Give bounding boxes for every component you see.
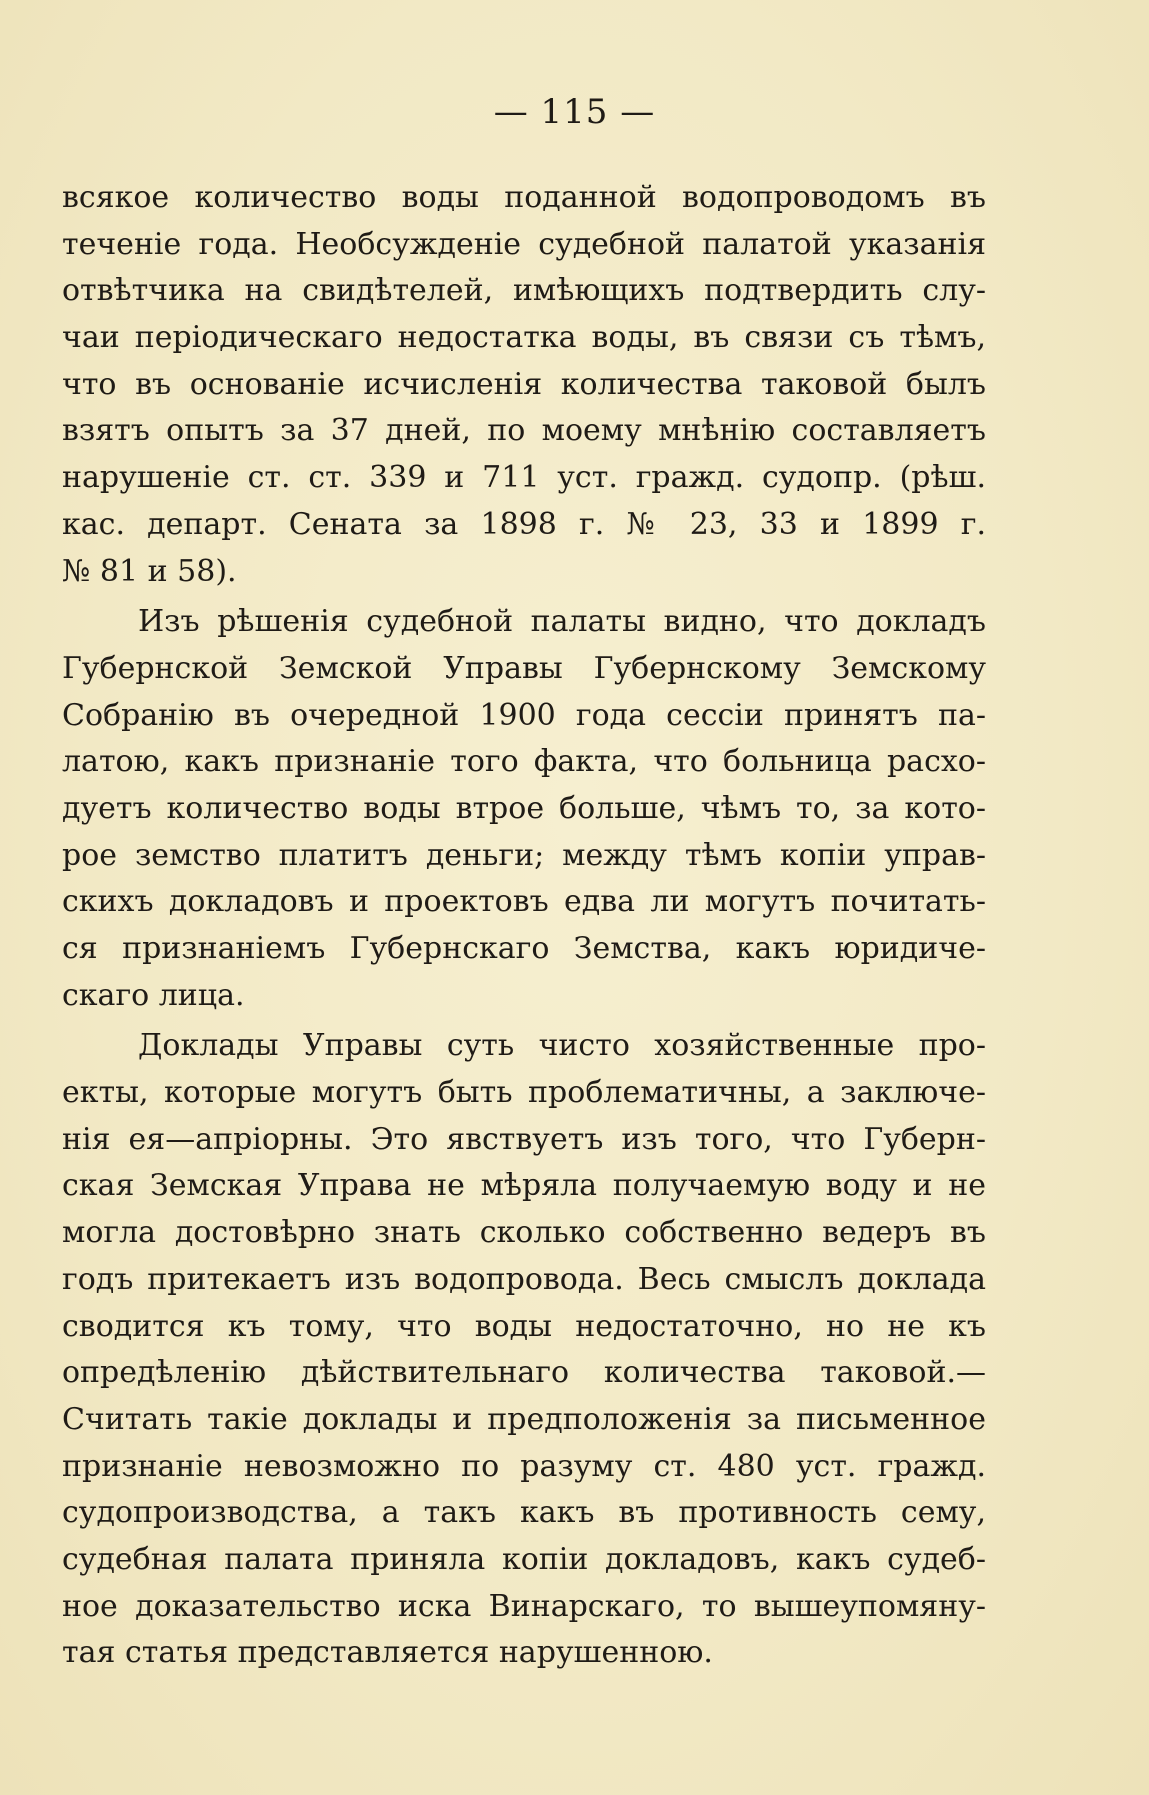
text-line: отвѣтчика на свидѣтелей, имѣющихъ подтвердить слу- bbox=[62, 273, 986, 309]
text-line: тая статья представляется нарушенною. bbox=[62, 1635, 713, 1671]
text-line: № 81 и 58). bbox=[62, 553, 237, 589]
text-line: Собранію въ очередной 1900 года сессіи принятъ па- bbox=[62, 697, 986, 733]
text-line: Изъ рѣшенія судебной палаты видно, что докладъ bbox=[138, 604, 986, 640]
text-line: ская Земская Управа не мѣряла получаемую воду и не bbox=[62, 1168, 986, 1204]
text-line: Губернской Земской Управы Губернскому Земскому bbox=[62, 650, 986, 686]
text-line: чаи періодическаго недостатка воды, въ связи съ тѣмъ, bbox=[62, 320, 986, 356]
paragraph-1 bbox=[62, 175, 986, 595]
text-line: всякое количество воды поданной водопроводомъ въ bbox=[62, 180, 986, 215]
text-line: взятъ опытъ за 37 дней, по моему мнѣнію составляетъ bbox=[62, 413, 986, 449]
page-number: — 115 — bbox=[493, 92, 656, 132]
text-line: кас. департ. Сената за 1898 г. № 23, 33 и 1899 г. bbox=[62, 506, 986, 542]
paragraph-2 bbox=[62, 599, 986, 1019]
text-line: опредѣленію дѣйствительнаго количества таковой.— bbox=[62, 1355, 986, 1391]
text-line: скаго лица. bbox=[62, 977, 245, 1013]
text-line: скихъ докладовъ и проектовъ едва ли могутъ почитать- bbox=[62, 884, 986, 920]
text-line: екты, которые могутъ быть проблематичны, а заключе- bbox=[62, 1075, 986, 1111]
text-line: теченіе года. Необсужденіе судебной палатой указанія bbox=[62, 226, 986, 262]
text-line: рое земство платитъ деньги; между тѣмъ копіи управ- bbox=[62, 837, 986, 873]
text-line: судопроизводства, а такъ какъ въ противность сему, bbox=[62, 1495, 986, 1531]
text-line: годъ притекаетъ изъ водопровода. Весь смыслъ доклада bbox=[62, 1261, 986, 1297]
text-line: Считать такіе доклады и предположенія за письменное bbox=[62, 1401, 986, 1437]
text-line: латою, какъ признаніе того факта, что больница расхо- bbox=[62, 744, 986, 780]
text-line: дуетъ количество воды втрое больше, чѣмъ то, за кото- bbox=[62, 790, 986, 826]
body-text bbox=[62, 175, 986, 1677]
paragraph-3 bbox=[62, 1023, 986, 1677]
text-line: ся признаніемъ Губернскаго Земства, какъ юридиче- bbox=[62, 931, 986, 966]
text-line: сводится къ тому, что воды недостаточно, но не къ bbox=[62, 1308, 986, 1344]
text-line: судебная палата приняла копіи докладовъ, какъ судеб- bbox=[62, 1541, 986, 1577]
text-line: могла достовѣрно знать сколько собственно ведеръ въ bbox=[62, 1215, 986, 1251]
text-line: признаніе невозможно по разуму ст. 480 уст. гражд. bbox=[62, 1448, 986, 1484]
text-line: ное доказательство иска Винарскаго, то вышеупомяну- bbox=[62, 1588, 986, 1624]
text-line: Доклады Управы суть чисто хозяйственные про- bbox=[138, 1028, 986, 1064]
text-line: что въ основаніе исчисленія количества таковой былъ bbox=[62, 366, 986, 402]
text-line: нія ея—апріорны. Это явствуетъ изъ того, что Губерн- bbox=[62, 1121, 986, 1157]
text-line: нарушеніе ст. ст. 339 и 711 уст. гражд. судопр. (рѣш. bbox=[62, 460, 986, 496]
